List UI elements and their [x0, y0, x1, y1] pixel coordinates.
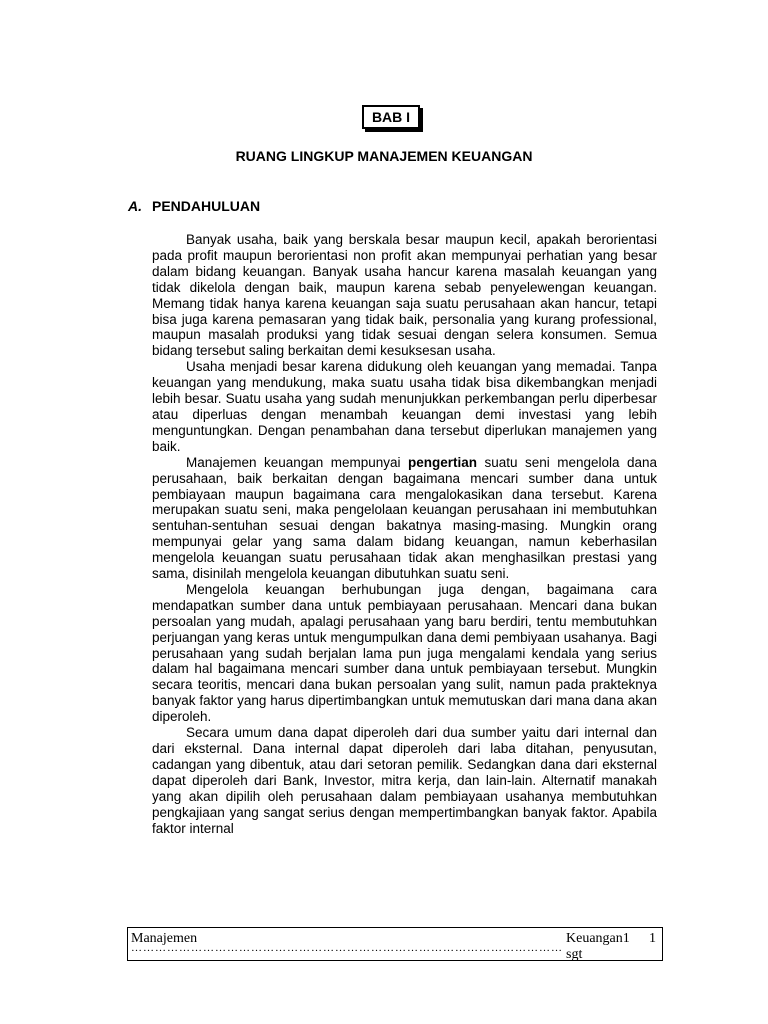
paragraph: Mengelola keuangan berhubungan juga dengan, bagaimana cara mendapatkan sumber dana untuk pembiayaan perusahaan. Mencari dana bukan persoalan yang mudah, apalagi perusahaan yang baru berdiri, tentu membutuhkan perjuangan yang keras untuk mengumpulkan dana demi pembiyaan usahanya. Bagi perusahaan yang sudah berjalan lama pun juga mengalami kendala yang serius dalam hal bagaimana mencari sumber dana untuk pembiayaan tersebut. Mungkin secara teoritis, mencari dana bukan persoalan yang sulit, namun pada prakteknya banyak faktor yang harus dipertimbangkan untuk memutuskan dari mana dana akan diperoleh. — [152, 581, 657, 725]
bold-term: pengertian — [408, 454, 478, 470]
section-letter: A. — [128, 198, 142, 214]
paragraph-text: suatu seni mengelola dana perusahaan, baik berkaitan dengan bagaimana mencari sumber dana untuk pembiayaan maupun bagaimana cara mengalokasikan dana tersebut. Karena merupakan suatu seni, maka pengelolaan keuangan perusahaan ini membutuhkan sentuhan-sentuhan sesuai dengan bakatnya masing-masing. Mungkin orang mempunyai gelar yang sama dalam bidang keuangan, namun keberhasilan mengelola keuangan suatu perusahaan tidak akan menghasilkan prestasi yang sama, disinilah mengelola keuangan dibutuhkan suatu seni. — [152, 454, 657, 582]
paragraph: Secara umum dana dapat diperoleh dari dua sumber yaitu dari internal dan dari eksternal. Dana internal dapat diperoleh dari laba ditahan, penyusutan, cadangan yang dibentuk, atau dari setoran pemilik. Sedangkan dana dari eksternal dapat diperoleh dari Bank, Investor, mitra kerja, dan lain-lain. Alternatif manakah yang akan dipilih oleh perusahaan dalam pembiayaan usahanya membutuhkan pengkajiaan yang sangat serius dengan mempertimbangkan banyak faktor. Apabila faktor internal — [152, 725, 657, 836]
chapter-label: BAB I — [362, 105, 420, 129]
page-footer — [127, 927, 663, 961]
footer-dots: ……………………………………………………………………………………………… — [131, 942, 563, 954]
paragraph — [152, 455, 657, 582]
paragraph: Usaha menjadi besar karena didukung oleh keuangan yang memadai. Tanpa keuangan yang mendukung, maka suatu usaha tidak bisa dikembangkan menjadi lebih besar. Suatu usaha yang sudah menunjukkan perkembangan perlu diperbesar atau diperluas dengan menambah keuangan demi investasi yang lebih menguntungkan. Dengan penambahan dana tersebut diperlukan manajemen yang baik. — [152, 359, 657, 454]
footer-right-bottom: sgt — [566, 947, 583, 962]
body-text — [152, 232, 657, 836]
page-number: 1 — [649, 931, 656, 946]
footer-right-text — [566, 931, 630, 963]
footer-left-text: Manajemen — [131, 931, 198, 946]
footer-right-top: Keuangan1 — [566, 931, 630, 946]
paragraph-text: Manajemen keuangan mempunyai — [186, 454, 409, 470]
chapter-title: RUANG LINGKUP MANAJEMEN KEUANGAN — [235, 148, 533, 164]
section-title: PENDAHULUAN — [152, 198, 261, 214]
paragraph: Banyak usaha, baik yang berskala besar maupun kecil, apakah berorientasi pada profit maupun berorientasi non profit akan mempunyai perhatian yang besar dalam bidang keuangan. Banyak usaha hancur karena masalah keuangan yang tidak dikelola dengan baik, maupun karena sebab penyelewengan keuangan. Memang tidak hanya karena keuangan saja suatu perusahaan akan hancur, tetapi bisa juga karena pemasaran yang tidak baik, personalia yang kurang professional, maupun masalah produksi yang tidak sesuai dengan selera konsumen. Semua bidang tersebut saling berkaitan demi kesuksesan usaha. — [152, 232, 657, 359]
